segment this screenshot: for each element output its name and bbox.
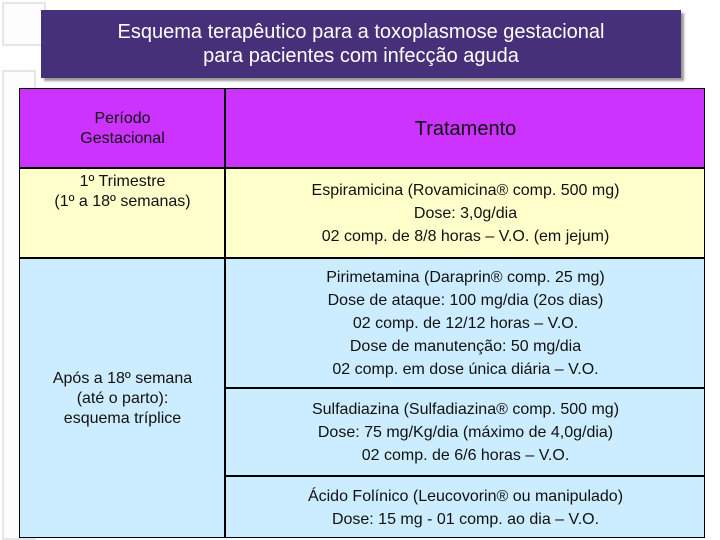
acido-folinico-line-2: Dose: 15 mg - 01 comp. ao dia – V.O.: [331, 510, 600, 528]
column-divider: [224, 89, 226, 538]
row-divider-header: [20, 167, 705, 169]
sulfadiazina-line-2: Dose: 75 mg/Kg/dia (máximo de 4,0g/dia): [317, 423, 614, 441]
pirimetamina-line-4: Dose de manutenção: 50 mg/dia: [349, 337, 582, 355]
sulfadiazina-line-1: Sulfadiazina (Sulfadiazina® comp. 500 mg): [311, 400, 620, 418]
row-divider-pirimetamina: [224, 387, 705, 389]
after-18-weeks-period-cell: [20, 258, 225, 538]
row-divider-first-trimester: [20, 257, 705, 259]
after-18-weeks-line-3: esquema tríplice: [63, 409, 182, 427]
espiramicina-line-3: 02 comp. de 8/8 horas – V.O. (em jejum): [321, 227, 610, 245]
first-trimester-line-1: 1º Trimestre: [79, 173, 166, 190]
acido-folinico-treatment-cell: [225, 476, 705, 538]
header-period-cell: [20, 89, 225, 168]
pirimetamina-treatment-cell: [225, 258, 705, 388]
sulfadiazina-line-3: 02 comp. de 6/6 horas – V.O.: [361, 446, 570, 464]
acido-folinico-line-1: Ácido Folínico (Leucovorin® ou manipulado): [307, 487, 624, 505]
espiramicina-line-1: Espiramicina (Rovamicina® comp. 500 mg): [311, 181, 620, 199]
pirimetamina-line-2: Dose de ataque: 100 mg/dia (2os dias): [327, 291, 604, 309]
first-trimester-period-cell: [20, 168, 225, 258]
decorative-frame-corner: [2, 2, 46, 46]
header-period-line-2: Gestacional: [80, 129, 165, 147]
title-line-1: Esquema terapêutico para a toxoplasmose gestacional: [117, 21, 605, 43]
header-treatment-cell: [225, 89, 705, 168]
treatment-table: [19, 88, 705, 538]
after-18-weeks-line-1: Após a 18º semana: [52, 369, 193, 387]
row-divider-sulfadiazina: [224, 475, 705, 477]
first-trimester-line-2: (1º a 18º semanas): [54, 193, 191, 210]
header-treatment-label: Tratamento: [414, 117, 517, 140]
pirimetamina-line-3: 02 comp. de 12/12 horas – V.O.: [352, 314, 579, 332]
slide-title: [41, 10, 681, 78]
espiramicina-line-2: Dose: 3,0g/dia: [413, 204, 518, 222]
sulfadiazina-treatment-cell: [225, 388, 705, 476]
title-line-2: para pacientes com infecção aguda: [203, 45, 519, 67]
pirimetamina-line-5: 02 comp. em dose única diária – V.O.: [332, 360, 599, 378]
pirimetamina-line-1: Pirimetamina (Daraprin® comp. 25 mg): [326, 268, 605, 286]
after-18-weeks-line-2: (até o parto):: [76, 389, 169, 407]
header-period-line-1: Período: [94, 109, 151, 127]
espiramicina-treatment-cell: [225, 168, 705, 258]
